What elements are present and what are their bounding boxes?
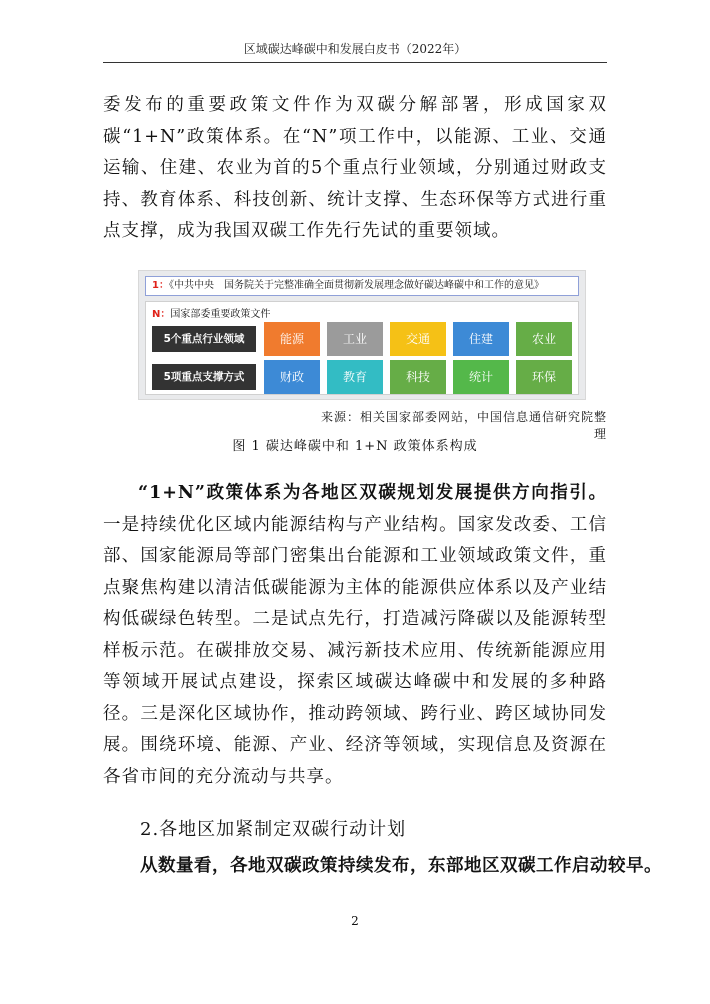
n-label xyxy=(152,305,270,320)
row1-text: 《中共中央 国务院关于完整准确全面贯彻新发展理念做好碳达峰碳中和工作的意见》 xyxy=(168,280,544,291)
paragraph-2-lead: “1+N”政策体系为各地区双碳规划发展提供方向指引。 xyxy=(138,483,607,503)
support-tile: 统计 xyxy=(453,360,509,394)
support-tile: 财政 xyxy=(264,360,320,394)
page-number: 2 xyxy=(351,914,359,928)
paragraph-1: 委发布的重要政策文件作为双碳分解部署，形成国家双碳“1+N”政策体系。在“N”项工作中，以能源、工业、交通运输、住建、农业为首的5个重点行业领域，分别通过财政支持、教育体系、科技创新、统计支撑、生态环保等方式进行重点支撑，成为我国双碳工作先行先试的重要领域。 xyxy=(103,95,607,241)
sectors-label: 5个重点行业领域 xyxy=(152,326,256,352)
header-rule xyxy=(103,62,607,63)
figure-caption: 图 1 碳达峰碳中和 1+N 政策体系构成 xyxy=(232,439,478,454)
sector-tile: 交通 xyxy=(390,322,446,356)
sector-tile: 农业 xyxy=(516,322,572,356)
paragraph-2-body: 一是持续优化区域内能源结构与产业结构。国家发改委、工信部、国家能源局等部门密集出台能源和工业领域政策文件，重点聚焦构建以清洁低碳能源为主体的能源供应体系以及产业结构低碳绿色转型。二是试点先行，打造减污降碳以及能源转型样板示范。在碳排放交易、减污新技术应用、传统新能源应用等领域开展试点建设，探索区域碳达峰碳中和发展的多种路径。三是深化区域协作，推动跨领域、跨行业、跨区域协同发展。围绕环境、能源、产业、经济等领域，实现信息及资源在各省市间的充分流动与共享。 xyxy=(103,514,607,787)
support-tile: 教育 xyxy=(327,360,383,394)
supports-label: 5项重点支撑方式 xyxy=(152,364,256,390)
figure-row-1 xyxy=(145,276,579,296)
paragraph-2 xyxy=(103,478,607,793)
sector-tile: 工业 xyxy=(327,322,383,356)
sector-tile: 住建 xyxy=(453,322,509,356)
figure-row-n xyxy=(145,301,579,395)
section-heading: 2.各地区加紧制定双碳行动计划 xyxy=(140,819,407,840)
figure-source: 来源：相关国家部委网站，中国信息通信研究院整理 xyxy=(320,410,607,441)
n-prefix: N： xyxy=(152,309,171,320)
n-text: 国家部委重要政策文件 xyxy=(170,309,271,320)
support-tile: 环保 xyxy=(516,360,572,394)
sector-tile: 能源 xyxy=(264,322,320,356)
paragraph-3: 从数量看，各地双碳政策持续发布，东部地区双碳工作启动较早。 xyxy=(140,856,662,876)
support-tile: 科技 xyxy=(390,360,446,394)
policy-system-figure xyxy=(138,270,586,400)
page-header: 区域碳达峰碳中和发展白皮书（2022年） xyxy=(243,42,467,56)
row1-prefix: 1： xyxy=(152,280,169,291)
